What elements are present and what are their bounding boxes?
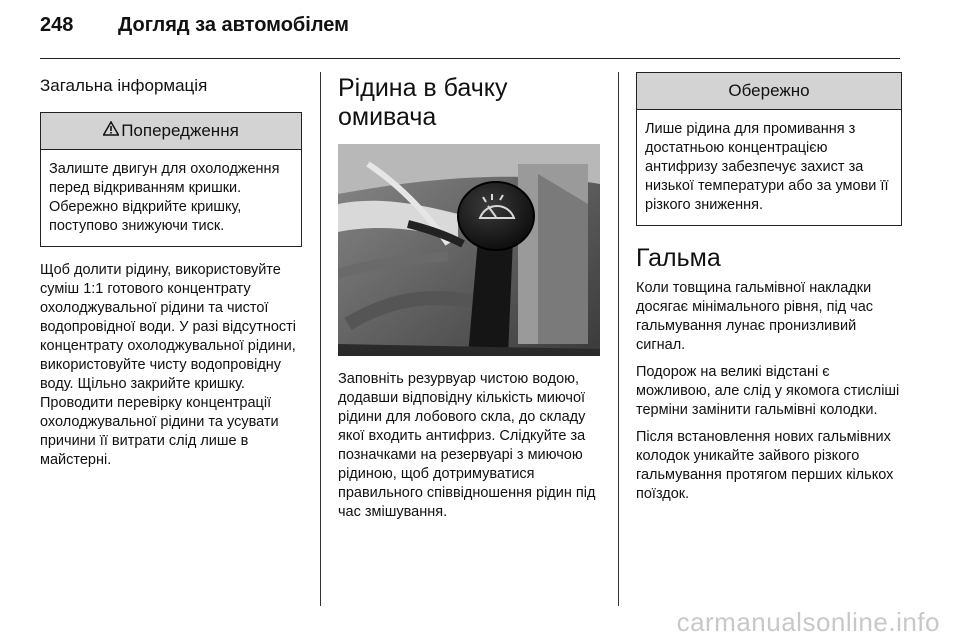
section-title: Догляд за автомобілем	[118, 14, 349, 36]
watermark: carmanualsonline.info	[676, 607, 940, 637]
column-general-info	[40, 72, 302, 470]
column-divider	[618, 72, 619, 606]
column-brakes	[636, 72, 902, 504]
brakes-paragraph-3: Після встановлення нових гальмівних колодок уникайте зайвого різкого гальмування протягом перших кількох поїздок.	[636, 429, 894, 502]
brakes-paragraph-1: Коли товщина гальмівної накладки досягає мінімального рівня, під час гальмування лунає пронизливий сигнал.	[636, 280, 874, 353]
washer-reservoir-photo	[338, 144, 600, 356]
coolant-paragraph: Щоб долити рідину, використовуйте суміш 1:1 готового концентрату охолоджувальної рідини та чистої водопровідної води. У разі відсутності концентрату охолоджувальної рідини, використовуйте чисту водопровідну воду. Щільно закрийте кришку. Проводити перевірку концентрації охолоджувальної рідини та усувати причини її витрати слід лише в майстерні.	[40, 262, 297, 468]
page-number: 248	[40, 14, 74, 36]
warning-text: Залиште двигун для охолодження перед відкриванням кришки. Обережно відкрийте кришку, поступово знижуючи тиск.	[49, 161, 280, 234]
warning-triangle-icon	[103, 121, 119, 141]
warning-box	[40, 112, 302, 247]
warning-title: Попередження	[121, 121, 239, 140]
caution-title: Обережно	[637, 73, 901, 110]
column-washer-fluid	[338, 72, 600, 522]
heading-brakes: Гальма	[636, 244, 721, 272]
column-divider	[320, 72, 321, 606]
washer-paragraph: Заповніть резурвуар чистою водою, додавши відповідну кількість миючої рідини для лобового скла, до складу якої входить антифриз. Слідкуйте за позначками на резервуарі з миючою рідиною, щоб дотримуватися правильного співвідношення рідин під час змішування.	[338, 371, 596, 520]
heading-washer-fluid: Рідина в бачку омивача	[338, 74, 508, 131]
heading-general-info: Загальна інформація	[40, 76, 208, 95]
caution-box	[636, 72, 902, 226]
header-divider	[40, 58, 900, 59]
page-header	[40, 14, 349, 37]
brakes-paragraph-2: Подорож на великі відстані є можливою, але слід у якомога стисліші терміни замінити гальмівні колодки.	[636, 364, 900, 418]
caution-text: Лише рідина для промивання з достатньою концентрацією антифризу забезпечує захист за низької температури або за умови її різкого зниження.	[645, 121, 889, 213]
warning-box-header	[41, 113, 301, 150]
